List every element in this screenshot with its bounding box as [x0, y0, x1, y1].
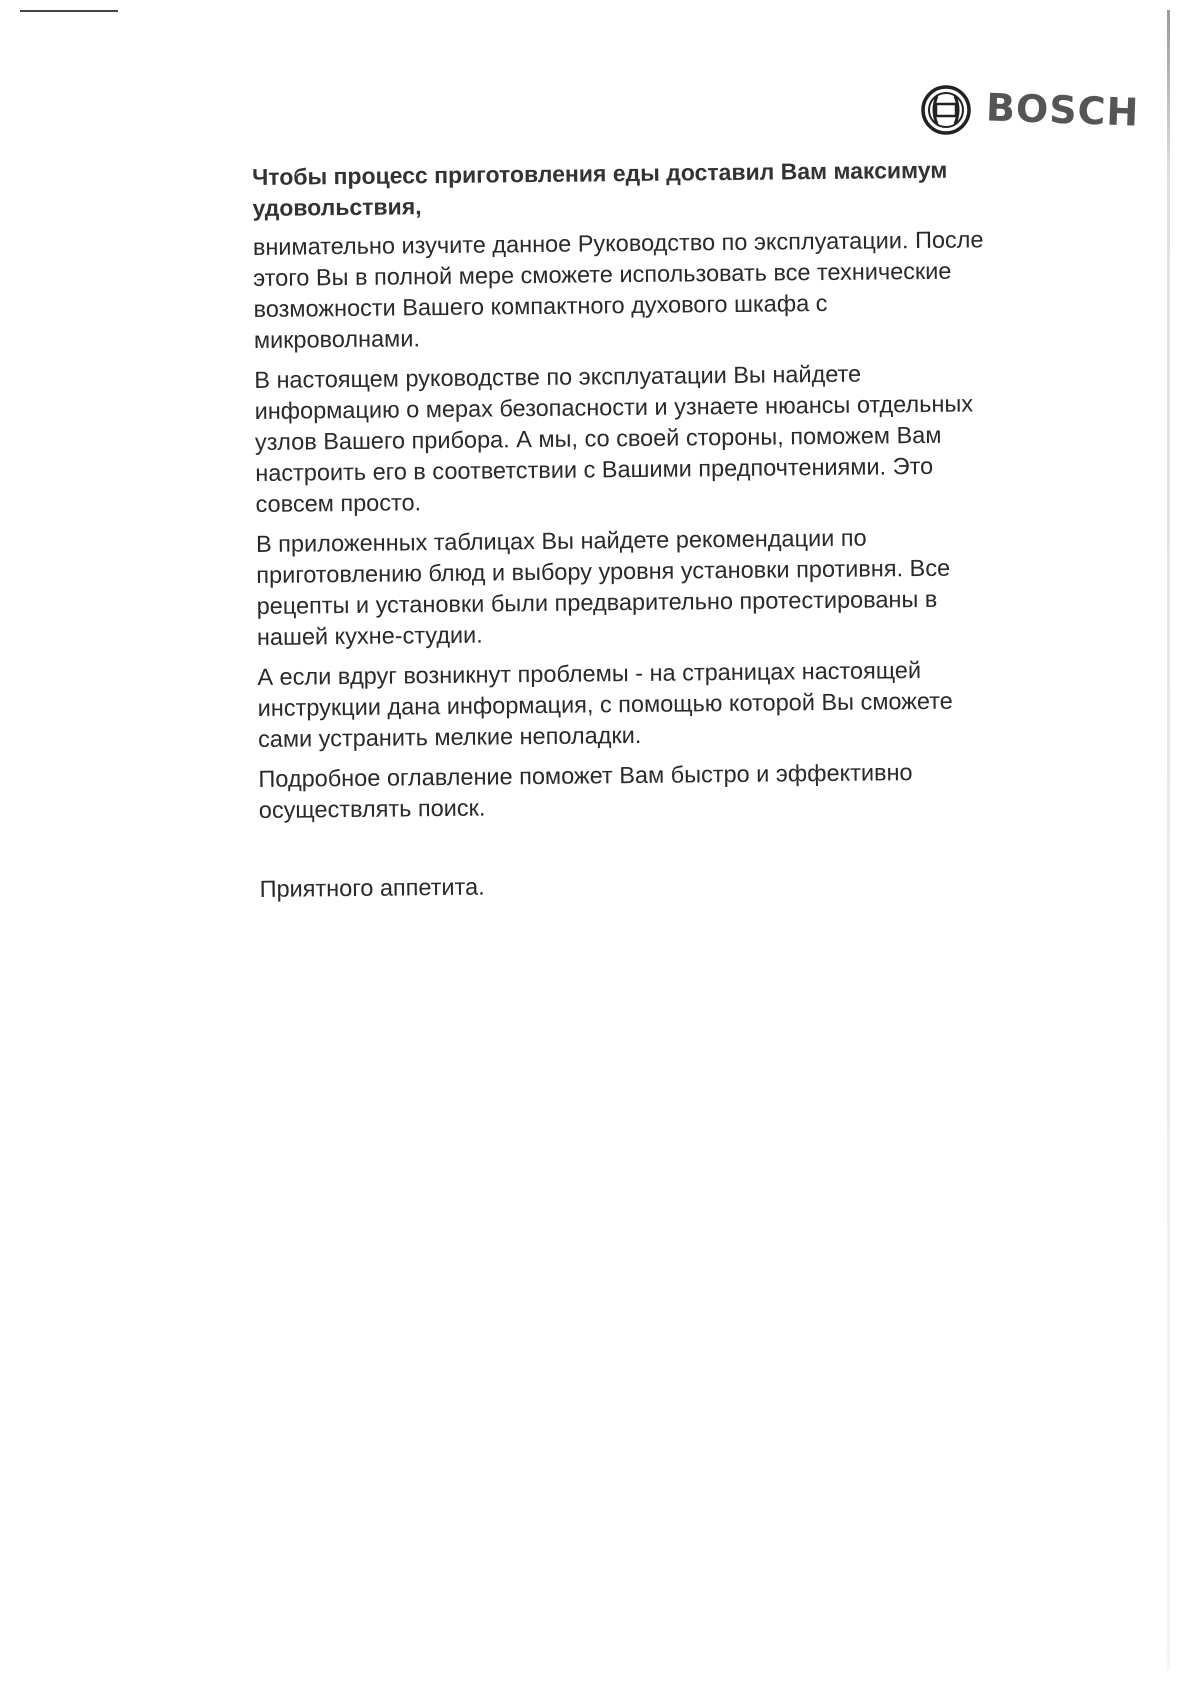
- brand-name: BOSCH: [985, 85, 1141, 135]
- document-body: [252, 154, 1000, 914]
- paragraph: А если вдруг возникнут проблемы - на страницах настоящей инструкции дана информация, с помощью которой Вы сможете сами устранить мелкие неполадки.: [257, 657, 953, 752]
- heading: Чтобы процесс приготовления еды доставил Вам максимум удовольствия,: [252, 156, 948, 221]
- paragraph: Подробное оглавление поможет Вам быстро и эффективно осуществлять поиск.: [258, 759, 913, 823]
- bosch-armature-icon: [920, 84, 972, 136]
- paragraph: внимательно изучите данное Руководство по эксплуатации. После этого Вы в полной мере сможете использовать все технические возможности Вашего компактного духового шкафа с микроволнами.: [252, 226, 984, 353]
- closing: Приятного аппетита.: [259, 873, 485, 902]
- paragraph: В приложенных таблицах Вы найдете рекомендации по приготовлению блюд и выбору уровня установки противня. Все рецепты и установки были предварительно протестированы в нашей кухне-студии.: [255, 524, 951, 650]
- scan-edge-line: [20, 10, 118, 12]
- scan-edge-shadow: [1167, 10, 1170, 1670]
- bosch-logo: [920, 84, 1139, 136]
- paragraph: В настоящем руководстве по эксплуатации Вы найдете информацию о мерах безопасности и узнаете нюансы отдельных узлов Вашего прибора. А мы, со своей стороны, поможем Вам настроить его в соответствии с Вашими предпочтениями. Это совсем просто.: [254, 360, 974, 517]
